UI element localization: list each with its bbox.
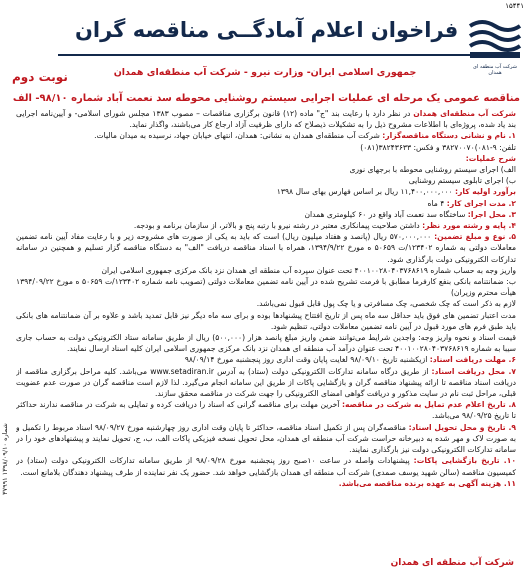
- ad-cost-note: ۱۱. هزینه آگهی به عهده برنده مناقصه می‌باشد.: [338, 478, 516, 488]
- withdrawal-label: ۸. تاریخ اعلام عدم تمایل به شرکت در مناقصه:: [341, 400, 516, 410]
- work-item-b: ب) اجرای تابلوی سیستم روشنایی: [408, 176, 516, 186]
- delivery-text: مناقصه‌گران پس از تکمیل اسناد مناقصه، حداکثر تا پایان وقت اداری روز چهارشنبه مورخ ۹۸/۰۹/۲۷ اسناد مربوط را تکمیل و به صورت لاک و مهر شده به دبیرخانه حراست شرکت آب منطقه ای همدان، محل تحویل نسخه فیزیکی پاکات الف، ب، ج، تحویل نمایند و پیشنهادهای خود را در سامانه تدارکات الکترونیکی دولت نیز بارگذاری نمایند.: [16, 422, 516, 455]
- duration-value: ۴ ماه: [427, 198, 447, 208]
- ministry-heading: جمهوری اسلامی ایران- وزارت نیرو - شرکت آب منطقه‌ای همدان: [113, 67, 417, 78]
- deadline-label: ۶. مهلت دریافت اسناد:: [429, 355, 516, 365]
- opening-label: ۱۰. تاریخ بازگشایی پاکات:: [413, 456, 516, 466]
- company-label: شرکت آب منطقه‌ای همدان: [413, 109, 516, 118]
- water-company-logo-icon: [468, 16, 522, 62]
- organizer-label: ۱. نام و نشانی دستگاه مناقصه‌گزار:: [382, 131, 516, 141]
- opening-text: پیشنهادات واصله در ساعت ۱۰صبح روز پنجشنبه مورخ ۹۸/۰۹/۲۸ از طریق سامانه تدارکات الکترونیکی دولت (ستاد) در کمیسیون مناقصه (سالن شهید یوسف صمدی) شرکت آب منطقه ای همدان بازگشایی خواهد شد. حضور یک نفر نماینده از طرف پیشنهاد دهندگان بلامانع است.: [16, 456, 516, 477]
- location-label: ۳. محل اجرا:: [467, 209, 516, 219]
- signature: شرکت آب منطقه ای همدان: [390, 558, 514, 568]
- bank-guarantee: ب: ضمانتنامه بانکی بنفع کارفرما مطابق با فرمت تشریح شده در آیین نامه تضمین معاملات دولتی (تصویب نامه شماره ۱۲۳۴۰۲/ت ۵۰۶۵۹ ه مورخ ۱۳۹۴/۰۹/۲۲ هیأت محترم وزیران): [16, 277, 516, 298]
- banner-divider: [58, 54, 470, 56]
- banner-title: فراخوان اعلام آمادگــی مناقصه گران: [75, 18, 459, 42]
- withdrawal-text: آخرین مهلت برای مناقصه گرانی که اسناد را دریافت کرده و تمایلی به شرکت در مناقصه ندارند حداکثر تا تاریخ ۹۸/۰۹/۲۵ می‌باشد.: [16, 400, 516, 421]
- notice-body: [16, 108, 516, 570]
- side-reference: [0, 360, 14, 570]
- guarantee-text: ۵۷۰,۰۰۰,۰۰۰ ریال (پانصد و هفتاد میلیون ریال) است که باید به یکی از صورت های مشروحه زیر و با رعایت مفاد آیین نامه تضمین معاملات دولتی به شماره ۱۲۳۴۰۲/ت ۵۰۶۵۹ ه مورخ ۱۳۹۴/۹/۲۲، همراه با اسناد مناقصه دریافت "الف" به دستگاه مناقصه گزار تسلیم و همچنین در سامانه تدارکات الکترونیکی دولت بارگذاری شود.: [16, 232, 516, 264]
- deposit-account: واریز وجه به حساب شماره ۴۰۰۱۰۰۲۸۰۴۰۳۷۶۸۶۱۹ تحت عنوان سپرده آب منطقه ای همدان نزد بانک مرکزی جمهوری اسلامی ایران: [101, 265, 516, 275]
- phone-fax: تلفن: ۹-۰۸۱)۳۸۲۷۰۰۷۰ و فکس: ۳۸۲۴۳۶۳۳(۰۸۱): [360, 142, 516, 152]
- location-value: ساختگاه سد نعمت آباد واقع در ۶۰ کیلومتری همدان: [304, 209, 468, 219]
- grade-value: داشتن صلاحیت پیمانکاری معتبر در رشته نیرو با رتبه پنج و بالاتر، از سازمان برنامه و بودجه.: [133, 221, 423, 231]
- tender-title: مناقصه عمومی یک مرحله ای عملیات اجرایی سیستم روشنایی محوطه سد نعمت آباد شماره ۹۸/۱۰- الف: [12, 93, 520, 104]
- validity-note: مدت اعتبار تضمین های فوق باید حداقل سه ماه پس از تاریخ افتتاح پیشنهادها بوده و برای سه ماه دیگر نیز قابل تمدید باشد و علاوه بر آن ضمانتنامه های بانکی باید طبق فرم های مورد قبول در آیین نامه تضمین معاملات دولتی، تنظیم شود.: [16, 310, 516, 331]
- document-location-label: ۷. محل دریافت اسناد:: [431, 366, 516, 376]
- document-location-text: از طریق درگاه سامانه تدارکات الکترونیکی دولت (ستاد) به آدرس www.setadiran.ir می‌باشد. کلیه مراحل برگزاری مناقصه از دریافت اسناد مناقصه تا ارائه پیشنهاد مناقصه گران و بازگشایی پاکات از طریق این سامانه انجام می‌گیرد. لذا لازم است مناقصه گران در صورت عدم عضویت قبلی، مراحل ثبت نام در سایت مذکور و دریافت گواهی امضای الکترونیکی را جهت شرکت در مناقصه محقق سازند.: [16, 366, 516, 399]
- duration-label: ۲. مدت اجرای کار:: [446, 198, 516, 208]
- logo-caption: شرکت آب منطقه ای همدان: [473, 64, 517, 76]
- side-reference-text: شماره ۱۳۹۸/۰۹/۱۰ ۳۷۹۹۱: [1, 423, 9, 495]
- guarantee-label: ۵. نوع و مبلغ تضمین:: [434, 232, 516, 242]
- work-item-a: الف) اجرای سیستم روشنایی محوطه با برجهای نوری: [349, 165, 516, 175]
- cheque-note: لازم به ذکر است که چک شخصی، چک مسافرتی و یا چک پول قابل قبول نمی‌باشد.: [256, 299, 516, 309]
- notice-id-number: ۱۵۴۴۱: [505, 2, 524, 10]
- intro-text: در نظر دارد با رعایت بند "ج" ماده (۱۲) قانون برگزاری مناقصات – مصوب ۱۳۸۳ مجلس شورای اسلامی- و آیین‌نامه اجرایی بند یاد شده، پروژه‌ای با اطلاعات مشروح ذیل را به تشکیلات ذیصلاح که دارای ظرفیت آزاد ارجاع کار می‌باشند، واگذار نماید.: [16, 109, 516, 130]
- grade-label: ۴. پایه و رشته مورد نظر:: [422, 221, 516, 231]
- work-description-label: شرح عملیات:: [465, 153, 516, 163]
- deadline-value: ازیکشنبه تاریخ ۹۸/۰۹/۱۰ لغایت پایان وقت اداری روز پنجشنبه مورخ ۹۸/۰۹/۱۴: [184, 355, 430, 365]
- estimate-label: برآورد اولیه کار:: [454, 187, 516, 197]
- estimate-value: ۱۱,۴۰۰,۰۰۰,۰۰۰ ریال بر اساس فهارس بهای سال ۱۳۹۸: [276, 187, 455, 197]
- delivery-label: ۹. تاریخ و محل تحویل اسناد:: [408, 422, 516, 432]
- organizer-address: شرکت آب منطقه‌ای همدان به نشانی: همدان، انتهای خیابان جهاد، نرسیده به میدان مالیات.: [94, 131, 383, 141]
- document-price: قیمت اسناد و نحوه واریز وجه: واجدین شرایط می‌توانند ضمن واریز مبلغ پانصد هزار (۵۰۰,۰۰۰) ریال از طریق سامانه ستاد الکترونیکی دولت به حساب جاری سیبا به شماره ۴۰۰۱۰۰۲۸۰۴۰۳۷۶۸۶۱۹ تحت عنوان درآمد آب منطقه ای همدان نزد بانک مرکزی جمهوری اسلامی ایران کلیه اسناد ارسال نمایند.: [16, 333, 516, 354]
- second-notice-label: نوبت دوم: [12, 70, 68, 84]
